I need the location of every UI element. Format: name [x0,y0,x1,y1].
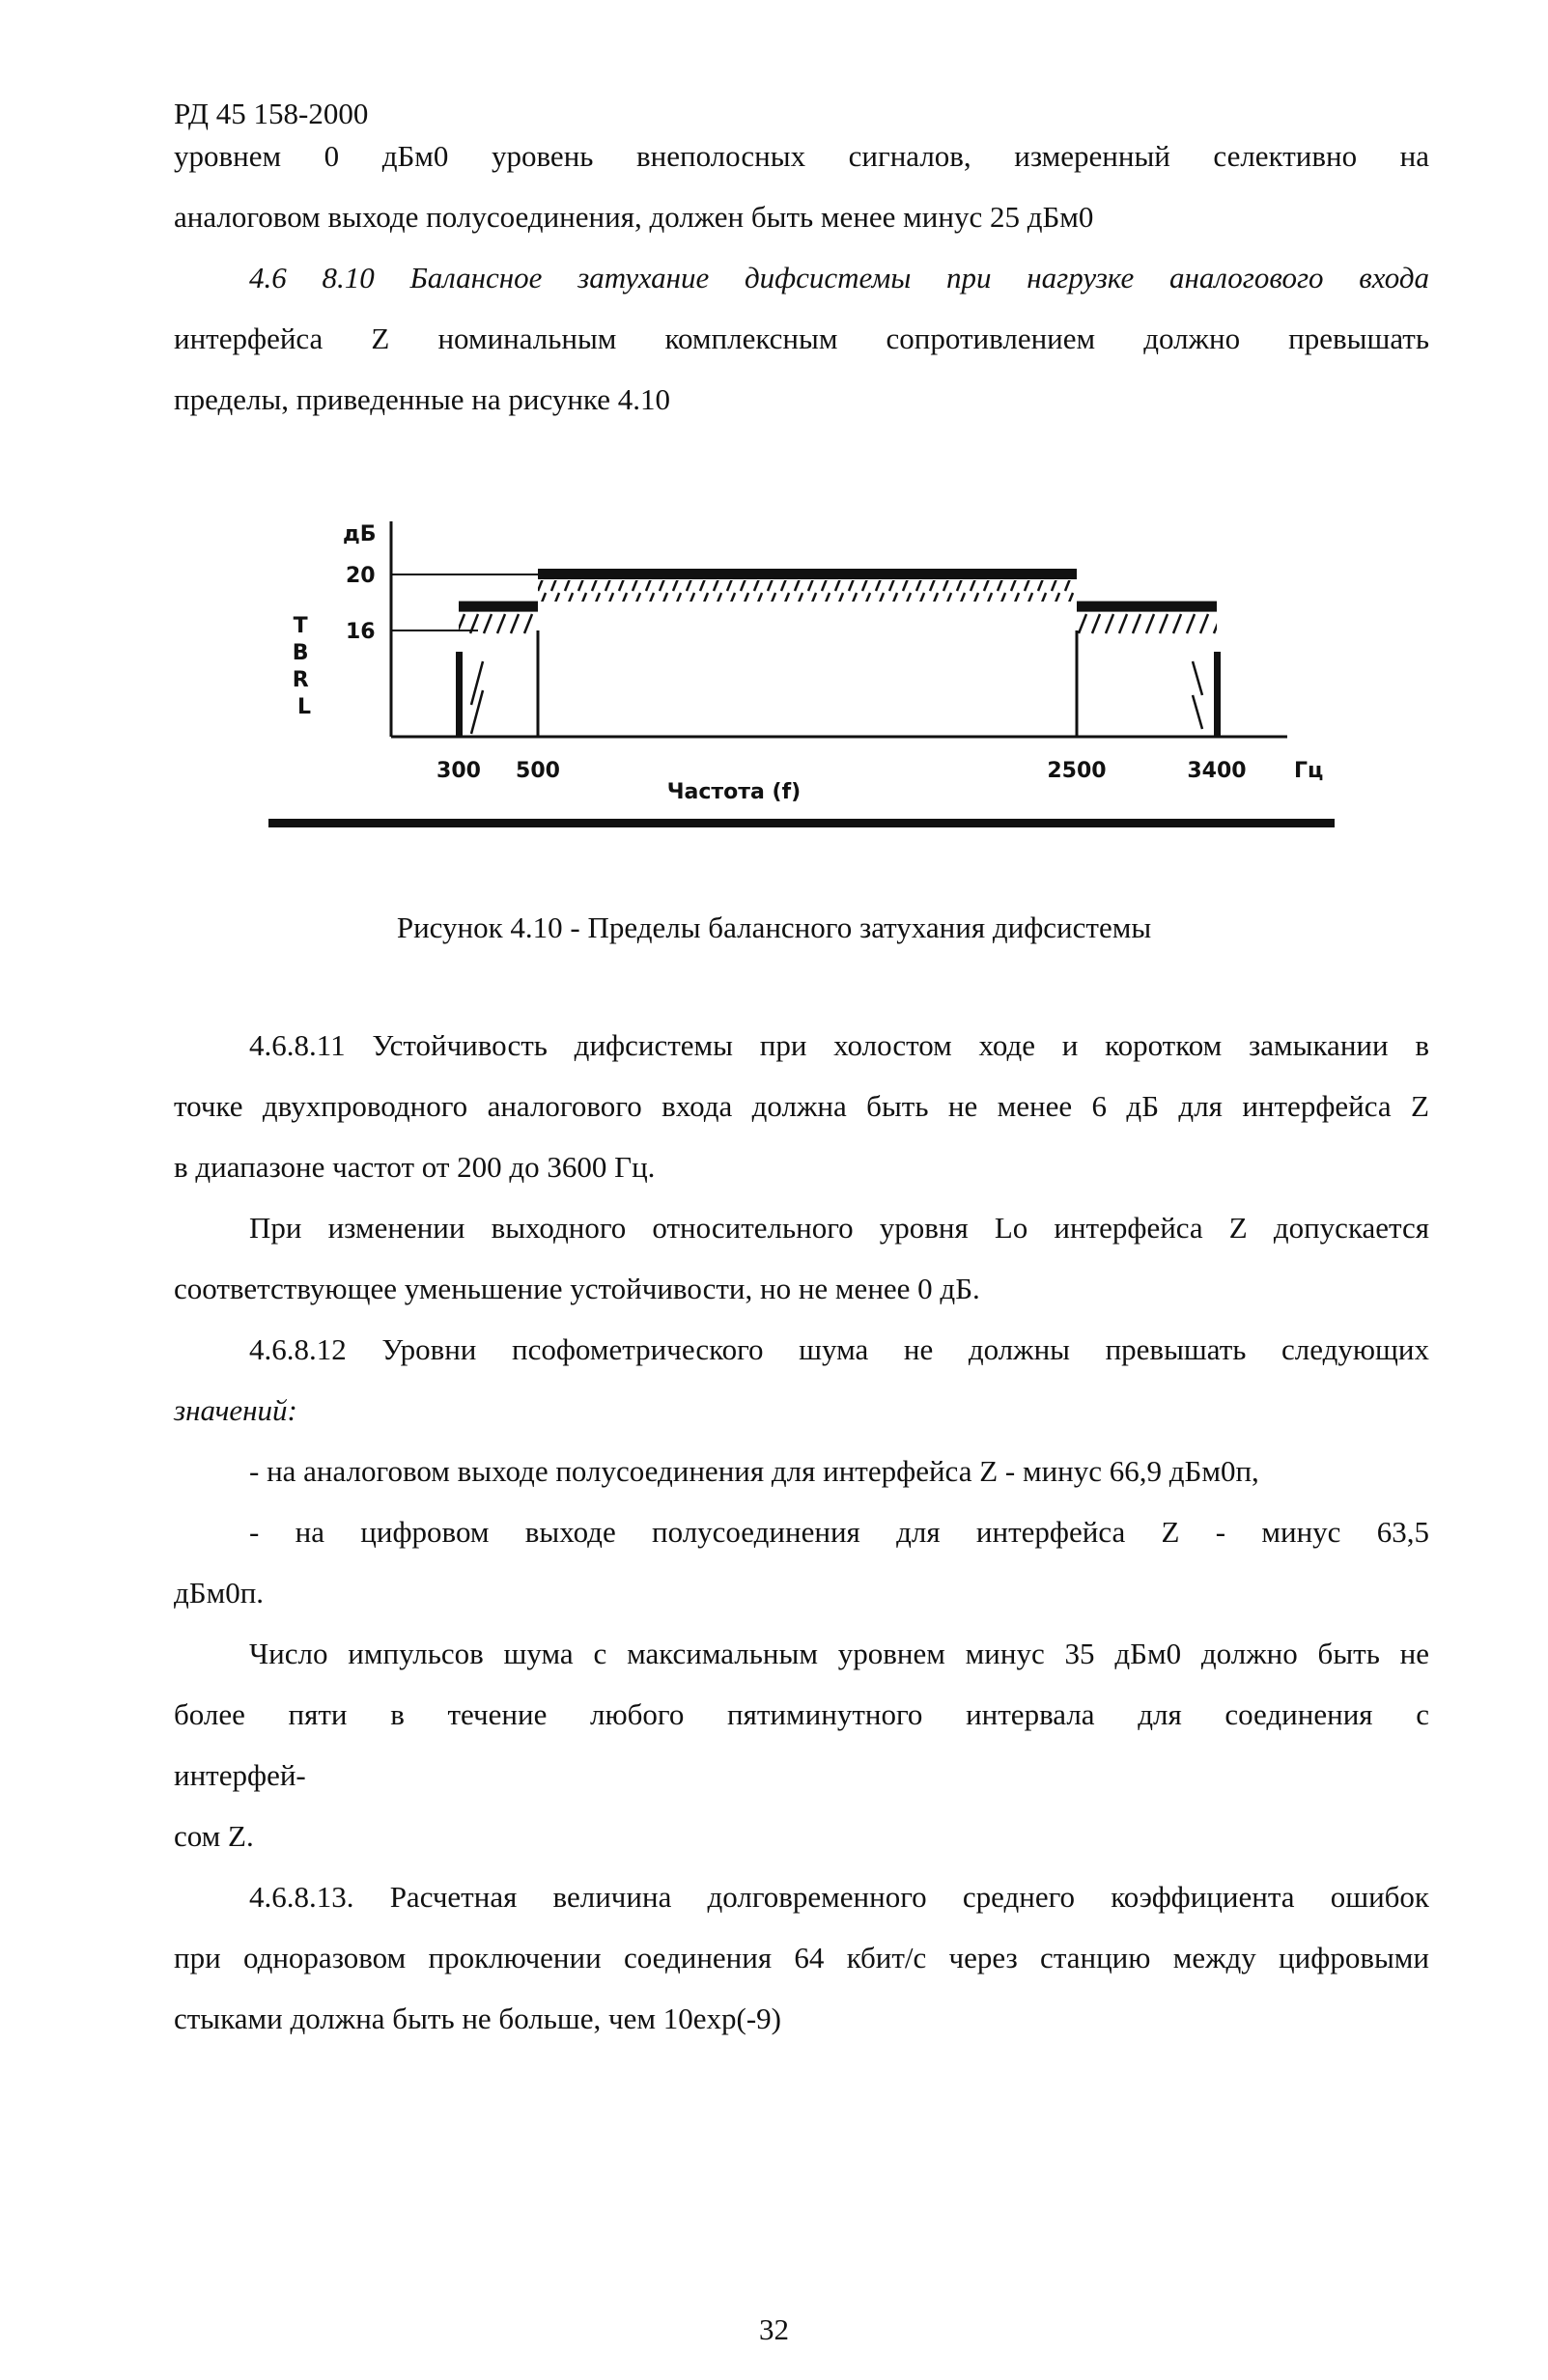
text-line: Число импульсов шума с максимальным уровнем минус 35 дБм0 должно быть не [249,1637,1429,1670]
text-line: При изменении выходного относительного уровня Lo интерфейса Z допускается [249,1211,1429,1245]
text-line: соответствующее уменьшение устойчивости, но не менее 0 дБ. [174,1272,980,1305]
x-unit-label: Гц [1294,759,1324,783]
limit-hatch [1077,613,1217,634]
limit-hatch-mark [1193,695,1202,729]
x-tick-label: 2500 [1047,759,1107,783]
text-line: - на цифровом выходе полусоединения для интерфейса Z - минус 63,5 [249,1515,1429,1549]
document-number: РД 45 158-2000 [174,97,369,130]
limit-hatch [538,580,1077,602]
text-line: 4.6.8.12 Уровни псофометрического шума не должны превышать следующих [249,1332,1429,1366]
x-tick-label: 3400 [1187,759,1247,783]
x-axis-label: Частота (f) [666,780,802,804]
balance-attenuation-chart [251,507,1352,840]
text-line: аналоговом выходе полусоединения, должен быть менее минус 25 дБм0 [174,200,1094,234]
text-line: пределы, приведенные на рисунке 4.10 [174,382,670,416]
text-line: интерфей- [174,1758,306,1792]
text-line: 4.6.8.11 Устойчивость дифсистемы при холостом ходе и коротком замыкании в [249,1028,1429,1062]
limit-bar [1077,602,1217,612]
text-line: - на аналоговом выходе полусоединения для интерфейса Z - минус 66,9 дБм0п, [249,1454,1259,1488]
text-line: стыками должна быть не больше, чем 10exp(-9) [174,2002,781,2035]
y-tick-label: 16 [346,620,376,644]
limit-bar [459,602,538,612]
text-line: точке двухпроводного аналогового входа должна быть не менее 6 дБ для интерфейса Z [174,1089,1429,1123]
text-line: в диапазоне частот от 200 до 3600 Гц. [174,1150,656,1184]
text-line: при одноразовом проключении соединения 64 кбит/с через станцию между цифровыми [174,1941,1429,1974]
limit-bar [538,569,1077,579]
page-number: 32 [759,2312,789,2346]
text-line: 4.6.8.13. Расчетная величина долговременного среднего коэффициента ошибок [249,1880,1429,1914]
x-tick-label: 500 [516,759,560,783]
limit-hatch [459,613,538,634]
y-axis-label: дБ [343,522,377,546]
figure-caption: Рисунок 4.10 - Пределы балансного затухания дифсистемы [396,910,1152,944]
x-tick-label: 300 [436,759,481,783]
text-line: дБм0п. [174,1576,265,1610]
figure-rule [268,819,1335,827]
text-line: интерфейса Z номинальным комплексным сопротивлением должно превышать [174,322,1429,355]
text-line: уровнем 0 дБм0 уровень внеполосных сигналов, измеренный селективно на [174,139,1429,173]
limit-hatch-mark [1193,661,1202,695]
limit-edge [456,652,463,737]
text-line: более пяти в течение любого пятиминутного интервала для соединения с [174,1697,1429,1731]
text-line: значений: [174,1393,297,1427]
limit-edge [1214,652,1221,737]
text-line: сом Z. [174,1819,254,1853]
y-side-label: T B R L [292,614,312,719]
text-line: 4.6 8.10 Балансное затухание дифсистемы при нагрузке аналогового входа [249,261,1429,294]
y-tick-label: 20 [346,564,376,588]
